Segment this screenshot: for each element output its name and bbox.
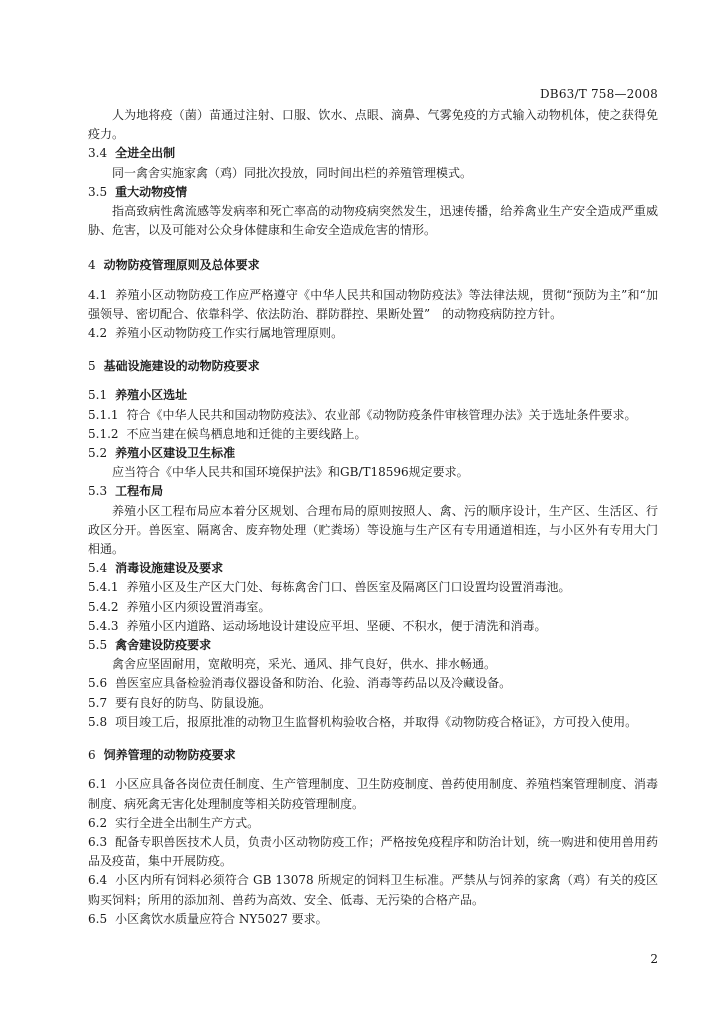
clause-heading bbox=[88, 636, 658, 655]
section-number: 4 bbox=[88, 258, 96, 273]
document-body bbox=[88, 106, 658, 929]
clause-text: 养殖小区及生产区大门处、每栋禽舍门口、兽医室及隔离区门口设置均设置消毒池。 bbox=[126, 580, 571, 595]
paragraph: 应当符合《中华人民共和国环境保护法》和GB/T18596规定要求。 bbox=[112, 465, 469, 480]
section-number: 5 bbox=[88, 359, 96, 374]
clause-text: 实行全进全出制生产方式。 bbox=[115, 815, 260, 830]
section-title: 基础设施建设的动物防疫要求 bbox=[103, 359, 260, 374]
clause-text: 不应当建在候鸟栖息地和迁徙的主要线路上。 bbox=[126, 426, 367, 441]
clause-paragraph bbox=[88, 617, 658, 636]
clause-paragraph bbox=[88, 775, 658, 813]
standard-code: DB63/T 758—2008 bbox=[539, 87, 658, 101]
clause-text: 养殖小区动物防疫工作应严格遵守《中华人民共和国动物防疫法》等法律法规，贯彻“预防为主”和“加强领导、密切配合、依靠科学、依法防治、群防群控、果断处置” 的动物疫病防控方针。 bbox=[88, 287, 658, 321]
clause-text: 要有良好的防鸟、防鼠设施。 bbox=[115, 695, 272, 710]
clause-text: 符合《中华人民共和国动物防疫法》、农业部《动物防疫条件审核管理办法》关于选址条件要求。 bbox=[126, 407, 637, 422]
clause-title: 重大动物疫情 bbox=[115, 184, 188, 199]
clause-number: 3.4 bbox=[88, 146, 108, 161]
clause-paragraph bbox=[88, 578, 658, 597]
clause-paragraph bbox=[88, 694, 658, 713]
clause-number: 5.1.2 bbox=[88, 426, 119, 441]
clause-heading bbox=[88, 386, 658, 405]
clause-heading bbox=[88, 559, 658, 578]
section-heading bbox=[88, 746, 658, 765]
clause-number: 4.1 bbox=[88, 287, 108, 302]
section-title: 动物防疫管理原则及总体要求 bbox=[103, 258, 260, 273]
clause-text: 小区内所有饲料必须符合 GB 13078 所规定的饲料卫生标准。严禁从与饲养的家禽（鸡）有关的疫区购买饲料；所用的添加剂、兽药为高效、安全、低毒、无污染的合格产品。 bbox=[88, 873, 658, 907]
clause-title: 养殖小区选址 bbox=[115, 388, 188, 403]
clause-number: 6.5 bbox=[88, 911, 108, 926]
clause-title: 全进全出制 bbox=[115, 146, 176, 161]
clause-text: 配备专职兽医技术人员，负责小区动物防疫工作；严格按免疫程序和防治计划，统一购进和使用兽用药品及疫苗，集中开展防疫。 bbox=[88, 834, 658, 869]
clause-number: 5.5 bbox=[88, 638, 108, 653]
clause-number: 5.7 bbox=[88, 695, 108, 710]
clause-text: 小区禽饮水质量应符合 NY5027 要求。 bbox=[115, 911, 328, 926]
clause-text: 养殖小区内须设置消毒室。 bbox=[126, 599, 271, 614]
clause-title: 禽舍建设防疫要求 bbox=[115, 638, 212, 653]
clause-paragraph bbox=[88, 406, 658, 425]
clause-number: 5.3 bbox=[88, 484, 108, 499]
clause-heading bbox=[88, 444, 658, 463]
clause-text: 兽医室应具备检验消毒仪器设备和防治、化验、消毒等药品以及冷藏设备。 bbox=[115, 676, 512, 691]
section-heading bbox=[88, 357, 658, 376]
clause-paragraph bbox=[88, 425, 658, 444]
section-number: 6 bbox=[88, 748, 96, 763]
section-heading bbox=[88, 256, 658, 275]
clause-number: 5.6 bbox=[88, 676, 108, 691]
paragraph: 禽舍应坚固耐用，宽敞明亮，采光、通风、排气良好，供水、排水畅通。 bbox=[112, 657, 497, 672]
paragraph: 同一禽舍实施家禽（鸡）同批次投放，同时间出栏的养殖管理模式。 bbox=[112, 165, 473, 180]
clause-heading bbox=[88, 482, 658, 501]
clause-text: 项目竣工后，报原批准的动物卫生监督机构验收合格，并取得《动物防疫合格证》，方可投入使用。 bbox=[115, 714, 638, 729]
clause-paragraph bbox=[88, 713, 658, 732]
section-title: 饲养管理的动物防疫要求 bbox=[103, 748, 236, 763]
clause-number: 5.4.2 bbox=[88, 599, 119, 614]
clause-number: 5.2 bbox=[88, 446, 108, 461]
clause-text: 小区应具备各岗位责任制度、生产管理制度、卫生防疫制度、兽药使用制度、养殖档案管理制度、消毒制度、病死禽无害化处理制度等相关防疫管理制度。 bbox=[88, 777, 658, 811]
clause-title: 消毒设施建设及要求 bbox=[115, 561, 224, 576]
clause-paragraph bbox=[88, 814, 658, 833]
clause-paragraph bbox=[88, 598, 658, 617]
clause-paragraph bbox=[88, 324, 658, 343]
clause-number: 5.4 bbox=[88, 561, 108, 576]
clause-number: 5.4.3 bbox=[88, 618, 119, 633]
page-number: 2 bbox=[650, 952, 658, 966]
clause-number: 5.8 bbox=[88, 714, 108, 729]
paragraph: 指高致病性禽流感等发病率和死亡率高的动物疫病突然发生，迅速传播，给养禽业生产安全造成严重威胁、危害，以及可能对公众身体健康和生命安全造成危害的情形。 bbox=[88, 204, 658, 238]
clause-number: 6.4 bbox=[88, 873, 108, 888]
clause-title: 养殖小区建设卫生标准 bbox=[115, 446, 236, 461]
clause-paragraph bbox=[88, 871, 658, 909]
clause-paragraph bbox=[88, 833, 658, 871]
clause-number: 6.2 bbox=[88, 815, 108, 830]
paragraph: 人为地将疫（菌）苗通过注射、口服、饮水、点眼、滴鼻、气雾免疫的方式输入动物机体，使之获得免疫力。 bbox=[88, 108, 658, 142]
clause-text: 养殖小区内道路、运动场地设计建设应平坦、坚硬、不积水，便于清洗和消毒。 bbox=[126, 618, 547, 633]
clause-paragraph bbox=[88, 910, 658, 929]
clause-paragraph bbox=[88, 674, 658, 693]
paragraph: 养殖小区工程布局应本着分区规划、合理布局的原则按照人、禽、污的顺序设计，生产区、生活区、行政区分开。兽医室、隔离舍、废弃物处理（贮粪场）等设施与生产区有专用通道相连，与小区外有专用大门相通。 bbox=[88, 503, 658, 557]
clause-text: 养殖小区动物防疫工作实行属地管理原则。 bbox=[115, 326, 344, 341]
clause-heading bbox=[88, 183, 658, 202]
clause-number: 6.3 bbox=[88, 834, 108, 849]
clause-paragraph bbox=[88, 286, 658, 324]
clause-number: 5.4.1 bbox=[88, 580, 119, 595]
clause-number: 4.2 bbox=[88, 326, 108, 341]
clause-number: 3.5 bbox=[88, 184, 108, 199]
clause-number: 5.1 bbox=[88, 388, 108, 403]
clause-number: 5.1.1 bbox=[88, 407, 119, 422]
clause-heading bbox=[88, 144, 658, 163]
clause-title: 工程布局 bbox=[115, 484, 164, 499]
clause-number: 6.1 bbox=[88, 777, 108, 792]
